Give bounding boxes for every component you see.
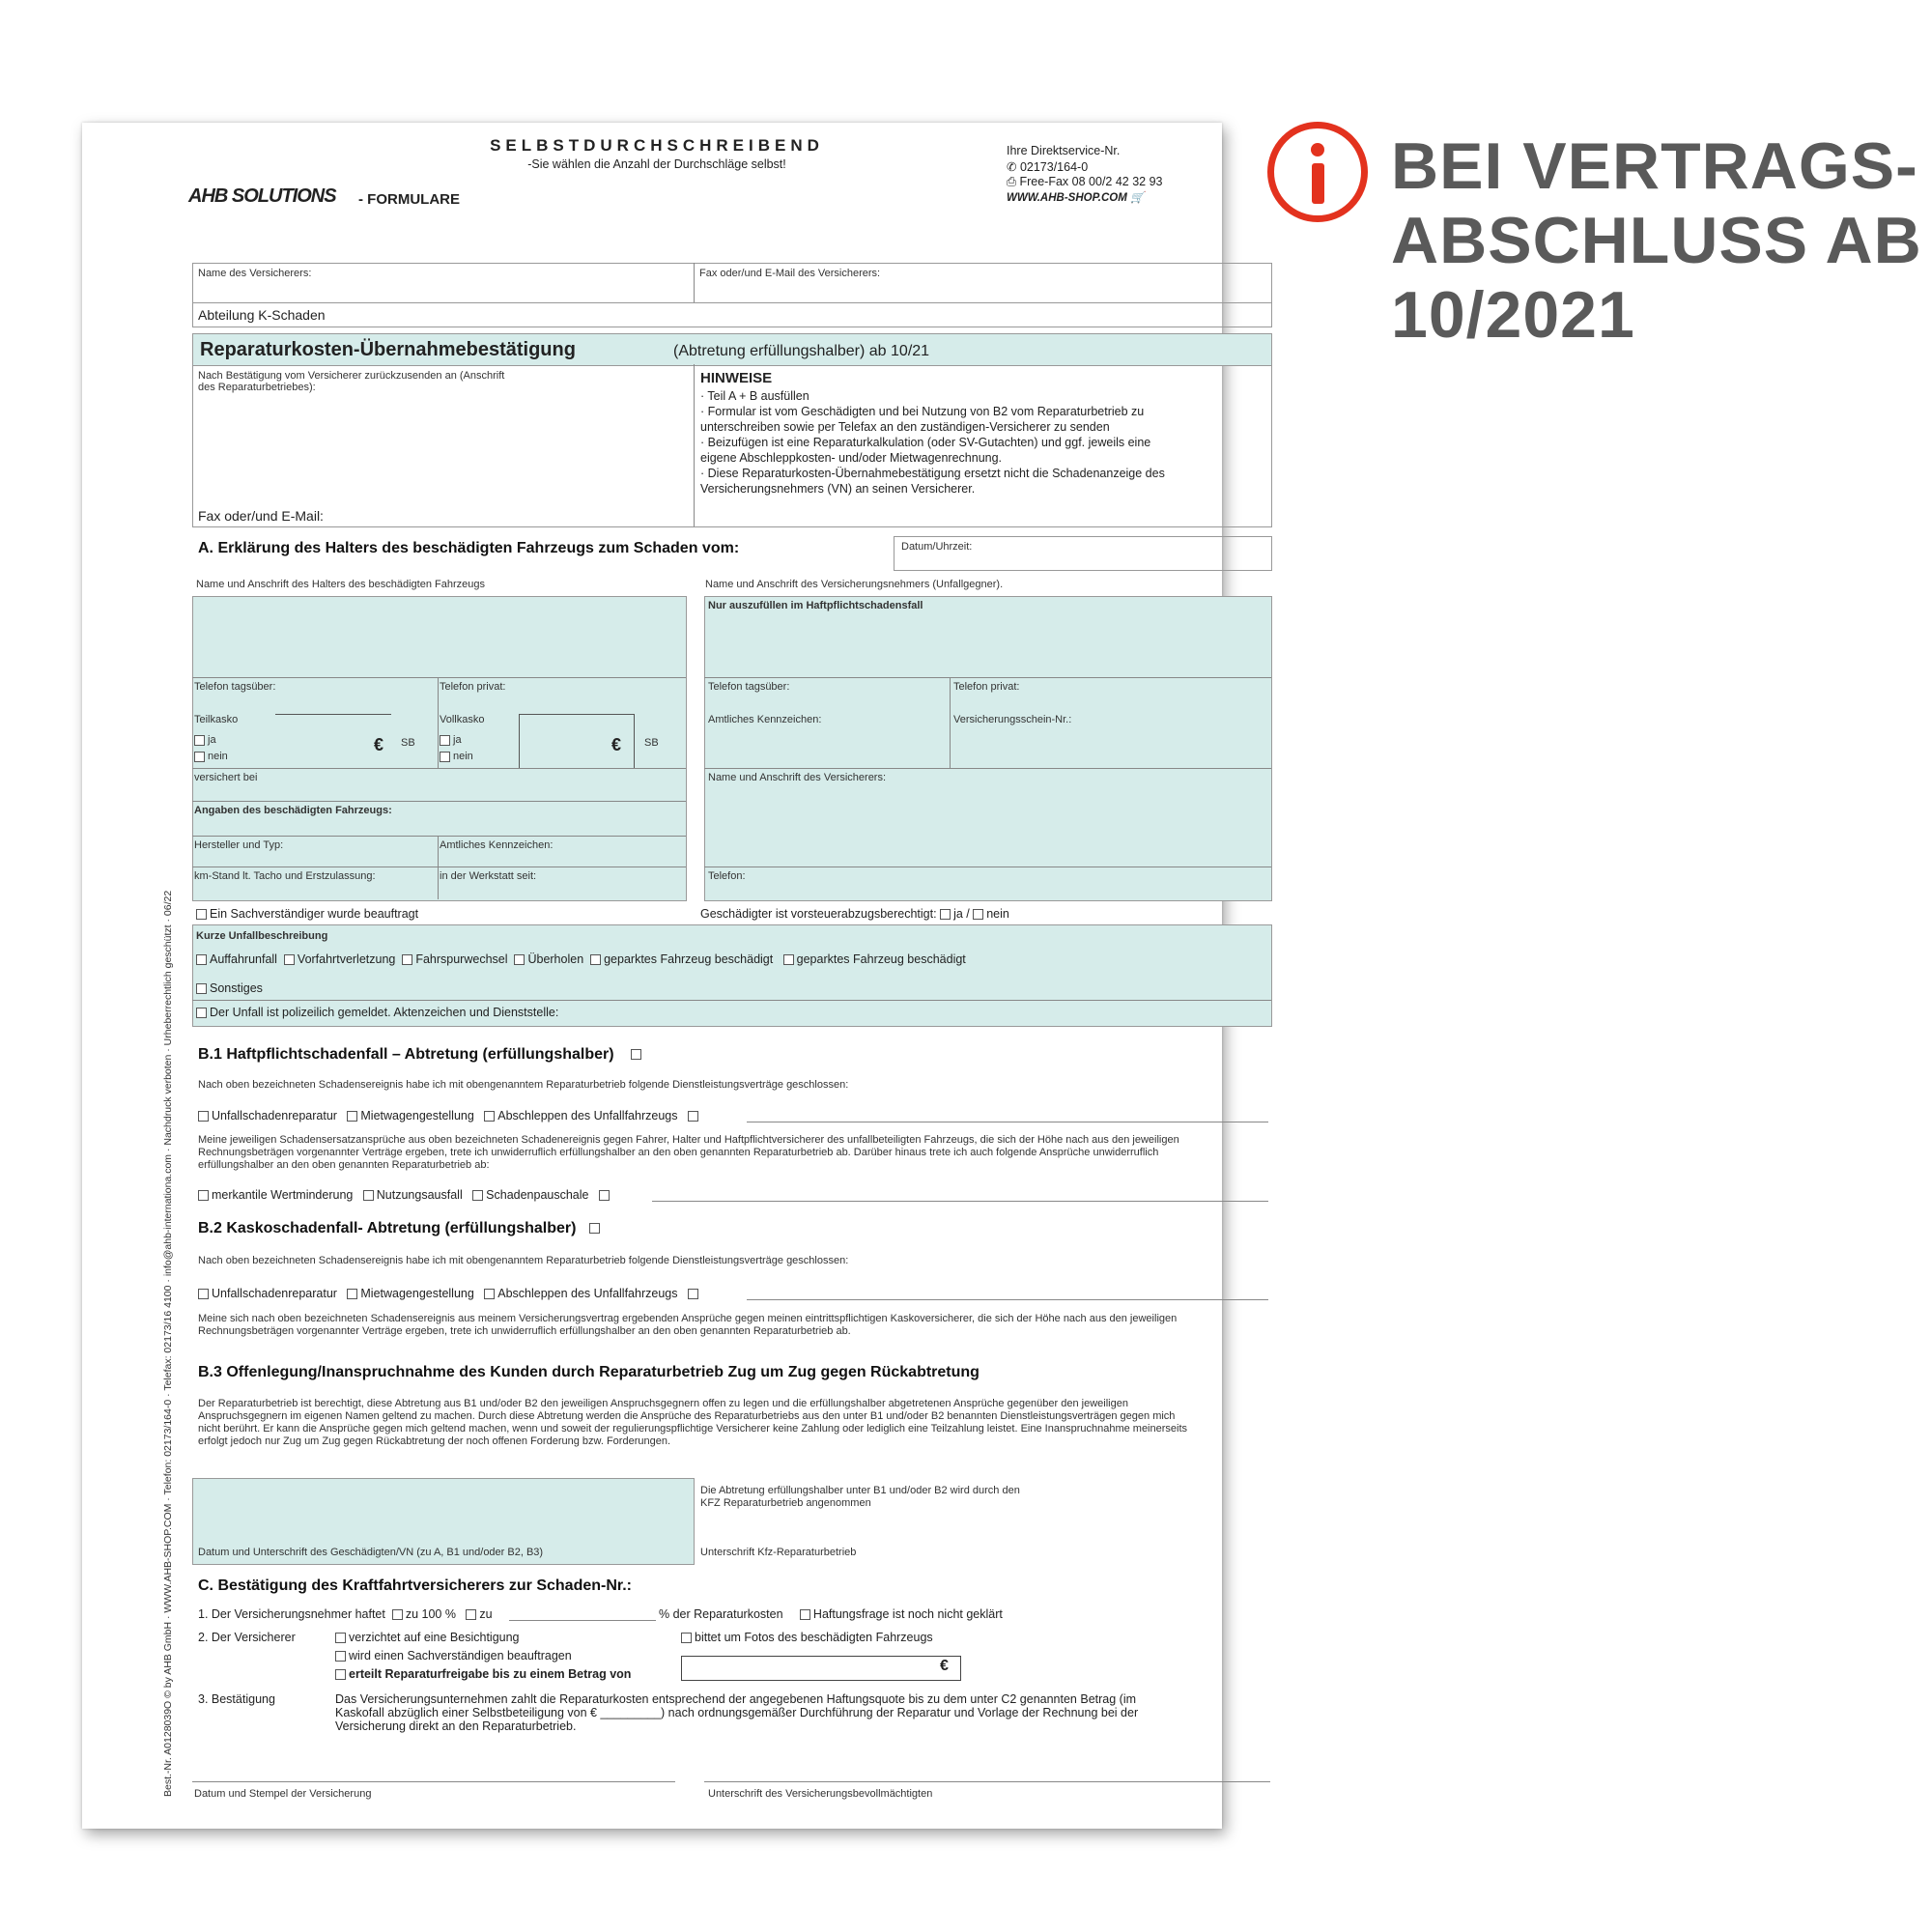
haftpflicht-note: Nur auszufüllen im Haftpflichtschadensfall xyxy=(708,600,923,611)
kennzeichen-label-r: Amtliches Kennzeichen: xyxy=(708,714,822,725)
unfall-title: Kurze Unfallbeschreibung xyxy=(196,930,328,942)
teilkasko-label: Teilkasko xyxy=(194,714,239,725)
b3-sign-left-label: Datum und Unterschrift des Geschädigten/VN (zu A, B1 und/oder B2, B3) xyxy=(198,1547,544,1558)
polizei-checkbox[interactable]: Der Unfall ist polizeilich gemeldet. Aktenzeichen und Dienststelle: xyxy=(196,1006,558,1019)
tel-priv-label: Telefon privat: xyxy=(440,681,506,693)
vollkasko-ja[interactable]: ja xyxy=(440,734,462,746)
sachverstaendiger-checkbox[interactable]: Ein Sachverständiger wurde beauftragt xyxy=(196,907,418,921)
promo-line-2: ABSCHLUSS AB xyxy=(1391,204,1922,277)
b1-option[interactable]: merkantile Wertminderung xyxy=(198,1188,353,1202)
b2-intro: Nach oben bezeichneten Schadensereignis habe ich mit obengenanntem Reparaturbetrieb folgende Dienstleistungsverträge geschlossen: xyxy=(198,1255,849,1266)
c1-zu-checkbox[interactable] xyxy=(466,1609,476,1620)
b3-text: Der Reparaturbetrieb ist berechtigt, diese Abtretung aus B1 und/oder B2 den jeweiligen Anspruchsgegnern offen zu legen und die erfüllungshalber abgetretenen Ansprüche gegenüber den jeweiligen Anspruchsgegnern im eigenen Namen geltend zu machen. Durch diese Abtretung werden die Ansprüche des Reparaturbetriebs aus den unter B1 und/oder B2 benannten Dienstleistungsverträgen gegen mich nicht berührt. Er kann die Ansprüche gegen mich geltend machen, wenn und soweit der regulierungspflichtige Versicherer keine Zahlung oder lediglich eine Teilzahlung leistet. Eine Inanspruchnahme meinerseits erfolgt jedoch nur Zug um Zug gegen Rückabtretung der noch offenen Forderung bzw. Forderungen. xyxy=(198,1398,1188,1447)
hinweis-item: · Beizufügen ist eine Reparaturkalkulation (oder SV-Gutachten) und ggf. jeweils eine eigene Abschleppkosten- und/oder Mietwagenrechnung. xyxy=(700,436,1151,465)
header-subtitle: -Sie wählen die Anzahl der Durchschläge selbst! xyxy=(527,157,786,171)
vollkasko-label: Vollkasko xyxy=(440,714,485,725)
unfall-option[interactable]: Auffahrunfall xyxy=(196,952,277,966)
department: Abteilung K-Schaden xyxy=(198,307,326,323)
form-title: Reparaturkosten-Übernahmebestätigung xyxy=(200,339,576,360)
c-sign-left-label: Datum und Stempel der Versicherung xyxy=(194,1788,372,1800)
b3-title: B.3 Offenlegung/Inanspruchnahme des Kunden durch Reparaturbetrieb Zug um Zug gegen Rückabtretung xyxy=(198,1364,980,1380)
b2-title: B.2 Kaskoschadenfall- Abtretung (erfüllungshalber) xyxy=(198,1220,603,1237)
b2-option[interactable]: Mietwagengestellung xyxy=(347,1287,473,1300)
hinweise-list xyxy=(700,388,1183,497)
vorsteuer-row: Geschädigter ist vorsteuerabzugsberechtigt: ja / nein xyxy=(700,907,1009,921)
c1-offen-checkbox[interactable] xyxy=(800,1609,810,1620)
insurer-name-label: Name des Versicherers: xyxy=(198,268,312,279)
logo-suffix: - FORMULARE xyxy=(358,191,460,208)
return-label: Nach Bestätigung vom Versicherer zurückzusenden an (Anschrift des Reparaturbetriebes): xyxy=(198,370,505,393)
vollkasko-nein[interactable]: nein xyxy=(440,751,473,762)
teilkasko-nein[interactable]: nein xyxy=(194,751,228,762)
werkstatt-label: in der Werkstatt seit: xyxy=(440,870,537,882)
c2-sachverstaendiger[interactable]: wird einen Sachverständigen beauftragen xyxy=(335,1649,572,1662)
euro-sign: € xyxy=(611,735,622,754)
unfall-option[interactable]: geparktes Fahrzeug beschädigt xyxy=(590,952,773,966)
vorsteuer-nein-checkbox[interactable] xyxy=(973,909,983,920)
sonstiges-checkbox[interactable]: Sonstiges xyxy=(196,981,263,995)
b1-option[interactable]: Unfallschadenreparatur xyxy=(198,1109,337,1122)
c-row-3-text: Das Versicherungsunternehmen zahlt die Reparaturkosten entsprechend der angegebenen Haftungsquote bis zu dem unter C2 genannten Betrag (im Kaskofall abzüglich einer Selbstbeteiligung von € _________) nach ordnungsgemäßer Durchführung der Reparatur und Vorlage der Rechnung bei der Versicherung direkt an den Reparaturbetrieb. xyxy=(335,1692,1139,1733)
insurer-label-r: Name und Anschrift des Versicherers: xyxy=(708,772,887,783)
c1-100-checkbox[interactable] xyxy=(392,1609,403,1620)
vehicle-heading: Angaben des beschädigten Fahrzeugs: xyxy=(194,805,392,816)
b2-other-checkbox[interactable] xyxy=(688,1289,698,1299)
b2-option[interactable]: Abschleppen des Unfallfahrzeugs xyxy=(484,1287,677,1300)
header-title: SELBSTDURCHSCHREIBEND xyxy=(490,136,824,155)
cart-icon: 🛒 xyxy=(1130,192,1145,204)
form-sheet xyxy=(82,123,1222,1829)
vorsteuer-ja-checkbox[interactable] xyxy=(940,909,951,920)
euro-sign: € xyxy=(940,1658,949,1674)
date-label: Datum/Uhrzeit: xyxy=(901,541,973,553)
department-row xyxy=(192,301,1272,327)
b1-text: Meine jeweiligen Schadensersatzansprüche aus oben bezeichneten Schadenereignis gegen Fahrer, Halter und Haftpflichtversicherer des unfallbeteiligten Fahrzeugs, die sich der Höhe nach aus den jeweiligen Rechnungsbeträgen vorgenannter Verträge ergeben, trete ich unwiderruflich erfüllungshalber an den oben genannten Reparaturbetrieb ab. Darüber hinaus trete ich auch folgende Ansprüche unwiderruflich erfüllungshalber an den oben genannten Reparaturbetrieb ab: xyxy=(198,1134,1179,1171)
tel-day-label: Telefon tagsüber: xyxy=(194,681,276,693)
section-a-title: A. Erklärung des Halters des beschädigten Fahrzeugs zum Schaden vom: xyxy=(198,540,740,556)
b2-text: Meine sich nach oben bezeichneten Schadensereignis aus meinem Versicherungsvertrag ergebenden Ansprüche gegen meinen eintrittspflichtigen Kaskoversicherer, die sich der Höhe nach aus den jeweiligen Rechnungsbeträgen vorgenannter Verträge ergeben, trete ich unwiderruflich erfüllungshalber an den oben genannten Reparaturbetrieb ab. xyxy=(198,1313,1178,1337)
insurer-fax-label: Fax oder/und E-Mail des Versicherers: xyxy=(699,268,881,279)
unfall-option[interactable]: Überholen xyxy=(514,952,583,966)
c-row-2-label: 2. Der Versicherer xyxy=(198,1631,296,1644)
b3-right-text: Die Abtretung erfüllungshalber unter B1 und/oder B2 wird durch den KFZ Reparaturbetrieb angenommen xyxy=(700,1485,1020,1509)
section-c-title: C. Bestätigung des Kraftfahrtversicherers zur Schaden-Nr.: xyxy=(198,1577,633,1594)
service-label: Ihre Direktservice-Nr. xyxy=(1007,144,1121,157)
tel-label-r: Telefon: xyxy=(708,870,746,882)
euro-sign: € xyxy=(374,735,384,754)
hinweis-item: · Formular ist vom Geschädigten und bei Nutzung von B2 vom Reparaturbetrieb zu unterschreiben sowie per Telefax an den zuständigen-Versicherer zu senden xyxy=(700,405,1145,434)
phone-icon: ✆ xyxy=(1007,160,1020,174)
c2-besichtigung[interactable]: verzichtet auf eine Besichtigung xyxy=(335,1631,520,1644)
holder-heading: Name und Anschrift des Halters des beschädigten Fahrzeugs xyxy=(196,579,485,590)
hinweis-item: · Teil A + B ausfüllen xyxy=(700,389,809,403)
promo-line-3: 10/2021 xyxy=(1391,278,1635,352)
b1-options-2 xyxy=(198,1188,612,1202)
b1-option[interactable]: Schadenpauschale xyxy=(472,1188,588,1202)
unfall-option[interactable]: Fahrspurwechsel xyxy=(402,952,507,966)
shop-link[interactable]: WWW.AHB-SHOP.COM 🛒 xyxy=(1007,192,1145,204)
teilkasko-ja[interactable]: ja xyxy=(194,734,216,746)
hersteller-label: Hersteller und Typ: xyxy=(194,839,284,851)
info-icon xyxy=(1267,122,1368,222)
form-title-sub: (Abtretung erfüllungshalber) ab 10/21 xyxy=(673,343,930,359)
tel-day-label-r: Telefon tagsüber: xyxy=(708,681,790,693)
unfall-options xyxy=(196,952,966,966)
service-fax: ⎙ Free-Fax 08 00/2 42 32 93 xyxy=(1007,175,1163,188)
c2-freigabe[interactable]: erteilt Reparaturfreigabe bis zu einem Betrag von xyxy=(335,1667,631,1681)
c-row-1: 1. Der Versicherungsnehmer haftet zu 100 % zu xyxy=(198,1607,493,1621)
c-row-1-b: % der Reparaturkosten Haftungsfrage ist noch nicht geklärt xyxy=(659,1607,1003,1621)
versicherungsschein-label: Versicherungsschein-Nr.: xyxy=(953,714,1072,725)
unfall-option[interactable]: Vorfahrtverletzung xyxy=(284,952,395,966)
logo: AHB SOLUTIONS xyxy=(188,185,336,207)
return-fax-label: Fax oder/und E-Mail: xyxy=(198,508,324,524)
c-row-3-label: 3. Bestätigung xyxy=(198,1692,275,1706)
kennzeichen-label: Amtliches Kennzeichen: xyxy=(440,839,554,851)
sidebar-imprint: Best.-Nr. A0128039O © by AHB GmbH · WWW.AHB-SHOP.COM · Telefon: 02173/164-0 · Telefax: 02173/16 4100 · info@ahb-internationa.com · Nachdruck verboten · Urheberrechtlich geschützt · 06/22 xyxy=(162,890,174,1797)
versichert-label: versichert bei xyxy=(194,772,258,783)
tel-priv-label-r: Telefon privat: xyxy=(953,681,1020,693)
hinweis-item: · Diese Reparaturkosten-Übernahmebestätigung ersetzt nicht die Schadenanzeige des Versicherungsnehmers (VN) an seinen Versicherer. xyxy=(700,467,1165,496)
sb-label: SB xyxy=(401,737,415,749)
policyholder-block[interactable] xyxy=(704,596,1272,901)
b1-checkbox[interactable] xyxy=(631,1049,641,1060)
c-sign-right-label: Unterschrift des Versicherungsbevollmächtigten xyxy=(708,1788,933,1800)
promo-headline xyxy=(1391,129,1922,353)
b2-option[interactable]: Unfallschadenreparatur xyxy=(198,1287,337,1300)
km-label: km-Stand lt. Tacho und Erstzulassung: xyxy=(194,870,376,882)
policyholder-heading: Name und Anschrift des Versicherungsnehmers (Unfallgegner). xyxy=(705,579,1004,590)
b1-option[interactable]: Abschleppen des Unfallfahrzeugs xyxy=(484,1109,677,1122)
b1-other-checkbox[interactable] xyxy=(688,1111,698,1122)
b1-other-checkbox-2[interactable] xyxy=(599,1190,610,1201)
b1-options xyxy=(198,1109,701,1122)
promo-line-1: BEI VERTRAGS- xyxy=(1391,129,1918,203)
sb-label: SB xyxy=(644,737,659,749)
service-phone: ✆ 02173/164-0 xyxy=(1007,160,1089,174)
freigabe-amount-field[interactable] xyxy=(681,1656,961,1681)
b1-option[interactable]: Mietwagengestellung xyxy=(347,1109,473,1122)
hinweise-title: HINWEISE xyxy=(700,370,773,386)
b3-sign-right-label: Unterschrift Kfz-Reparaturbetrieb xyxy=(700,1547,857,1558)
b1-title: B.1 Haftpflichtschadenfall – Abtretung (erfüllungshalber) xyxy=(198,1046,644,1064)
b2-options xyxy=(198,1287,701,1300)
b2-checkbox[interactable] xyxy=(589,1223,600,1234)
b1-option[interactable]: Nutzungsausfall xyxy=(363,1188,463,1202)
b1-intro: Nach oben bezeichneten Schadensereignis habe ich mit obengenanntem Reparaturbetrieb folgende Dienstleistungsverträge geschlossen: xyxy=(198,1079,849,1091)
unfall-option[interactable]: geparktes Fahrzeug beschädigt xyxy=(783,952,966,966)
c2-fotos[interactable]: bittet um Fotos des beschädigten Fahrzeugs xyxy=(681,1631,933,1644)
fax-icon: ⎙ xyxy=(1007,175,1020,188)
